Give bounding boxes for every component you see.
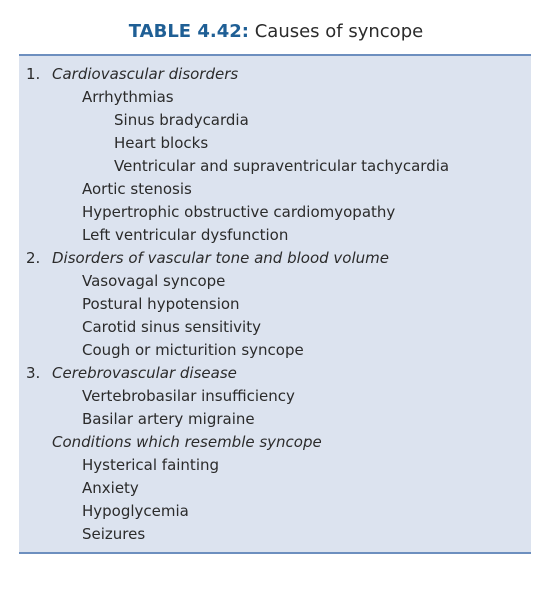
- section-number: 2.: [26, 249, 41, 267]
- list-item: Vertebrobasilar insufficiency: [82, 387, 295, 405]
- list-item: Hysterical fainting: [82, 456, 220, 474]
- section-number: 1.: [26, 65, 41, 83]
- list-item: Aortic stenosis: [82, 180, 192, 198]
- section-number: 3.: [26, 364, 41, 382]
- list-item: Postural hypotension: [82, 295, 240, 313]
- section-heading: Conditions which resemble syncope: [52, 433, 322, 451]
- section-heading: Cardiovascular disorders: [52, 65, 239, 83]
- list-item: Hypoglycemia: [82, 502, 189, 520]
- table-caption-label: TABLE 4.42:: [128, 21, 249, 42]
- causes-table: [19, 54, 531, 554]
- list-item: Basilar artery migraine: [82, 410, 255, 428]
- list-item: Cough or micturition syncope: [82, 341, 304, 359]
- list-item: Seizures: [82, 525, 146, 543]
- list-item: Hypertrophic obstructive cardiomyopathy: [82, 203, 396, 221]
- list-item: Left ventricular dysfunction: [82, 226, 289, 244]
- section-heading: Disorders of vascular tone and blood volume: [52, 249, 389, 267]
- list-item: Arrhythmias: [82, 88, 174, 106]
- list-item: Anxiety: [82, 479, 139, 497]
- list-subitem: Ventricular and supraventricular tachycardia: [114, 157, 450, 175]
- section-heading: Cerebrovascular disease: [52, 364, 237, 382]
- table-caption: [0, 20, 552, 44]
- table-caption-title: Causes of syncope: [254, 21, 424, 42]
- list-subitem: Sinus bradycardia: [114, 111, 249, 129]
- list-item: Vasovagal syncope: [82, 272, 226, 290]
- list-item: Carotid sinus sensitivity: [82, 318, 261, 336]
- list-subitem: Heart blocks: [114, 134, 209, 152]
